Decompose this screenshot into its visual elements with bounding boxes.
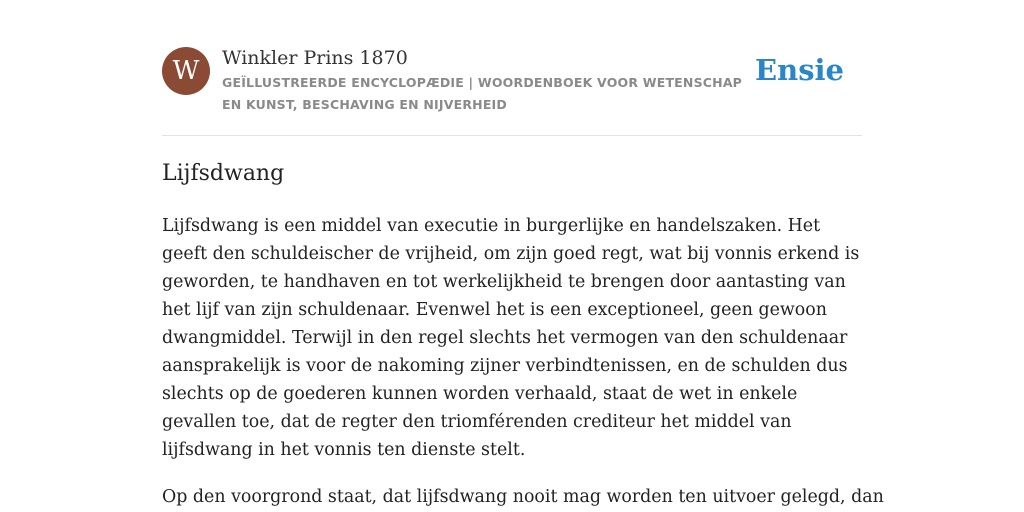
- entry-title: Lijfsdwang: [162, 161, 285, 186]
- header-divider: [162, 135, 862, 136]
- source-title[interactable]: Winkler Prins 1870: [222, 47, 408, 69]
- ensie-logo[interactable]: Ensie: [755, 53, 844, 87]
- entry-paragraph: Lijfsdwang is een middel van executie in burgerlijke en handelszaken. Het geeft den schuldeischer de vrijheid, om zijn goed regt, wat bij vonnis erkend is geworden, te handhaven en tot werkelijkheid te brengen door aantasting van het lijf van zijn schuldenaar. Evenwel het is een exceptioneel, geen gewoon dwangmiddel. Terwijl in den regel slechts het vermogen van den schuldenaar aansprakelijk is voor de nakoming zijner verbindtenissen, en de schulden dus slechts op de goederen kunnen worden verhaald, staat de wet in enkele gevallen toe, dat de regter den triomférenden crediteur het middel van lijfsdwang in het vonnis ten dienste stelt.: [162, 216, 860, 460]
- source-subtitle: GEÏLLUSTREERDE ENCYCLOPÆDIE | WOORDENBOEK VOOR WETENSCHAP EN KUNST, BESCHAVING EN NIJVERHEID: [222, 75, 743, 112]
- source-header: [162, 45, 862, 135]
- entry-paragraph: Op den voorgrond staat, dat lijfsdwang nooit mag worden ten uitvoer gelegd, dan: [162, 487, 884, 507]
- source-avatar[interactable]: W: [162, 47, 210, 95]
